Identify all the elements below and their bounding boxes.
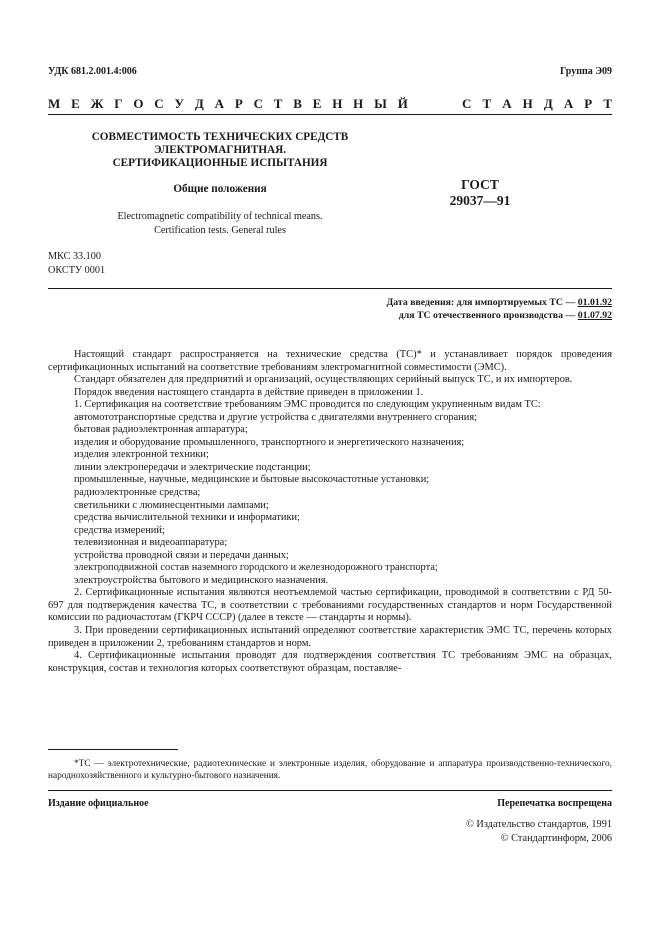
- domestic-date-value: 01.07.92: [577, 310, 612, 321]
- equipment-type-item: изделия электронной техники;: [74, 449, 209, 461]
- mks-code: МКС 33.100: [48, 251, 101, 262]
- footer-rule: [48, 790, 612, 791]
- dates-rule: [48, 288, 612, 289]
- group-code: Группа Э09: [560, 66, 612, 77]
- official-edition: Издание официальное: [48, 798, 149, 809]
- equipment-type-item: изделия и оборудование промышленного, транспортного и энергетического назначения;: [74, 436, 465, 448]
- paragraph-clause-2: 2. Сертификационные испытания являются неотъемлемой частью сертификации, проводимой в соответствии с РД 50-697 для подтверждения качества ТС, в соответствии с требованиями государственных стандартов и норм Государственной комиссии по радиочастотам (ГКРЧ СССР) (далее в тексте — стандарты и нормы).: [48, 587, 612, 624]
- paragraph-clause-3: 3. При проведении сертификационных испытаний определяют соответствие характеристик ЭМС ТС, перечень которых приведен в приложении 2, требованиям стандартов и норм.: [48, 625, 612, 649]
- equipment-type-item: радиоэлектронные средства;: [74, 487, 201, 499]
- equipment-type-item: светильники с люминесцентными лампами;: [74, 499, 269, 511]
- equipment-type-item: электроподвижной состав наземного городского и железнодорожного транспорта;: [74, 562, 438, 574]
- equipment-type-item: промышленные, научные, медицинские и бытовые высокочастотные установки;: [74, 474, 430, 486]
- equipment-type-list: [48, 412, 612, 588]
- title-subtitle: Общие положения: [173, 183, 267, 195]
- copyright-1991: © Издательство стандартов, 1991: [466, 819, 612, 830]
- domestic-date-label: для ТС отечественного производства —: [398, 310, 576, 321]
- equipment-type-item: устройства проводной связи и передачи данных;: [74, 549, 289, 561]
- title-line-2: ЭЛЕКТРОМАГНИТНАЯ.: [153, 144, 286, 156]
- body-text: [48, 349, 612, 675]
- english-title-line-2: Certification tests. General rules: [154, 225, 286, 236]
- banner-rule: [48, 114, 612, 115]
- equipment-type-item: автомототранспортные средства и другие устройства с двигателями внутреннего сгорания;: [74, 411, 477, 423]
- equipment-type-item: линии электропередачи и электрические подстанции;: [74, 461, 311, 473]
- banner-word-standard: С Т А Н Д А Р Т: [462, 96, 612, 111]
- title-line-3: СЕРТИФИКАЦИОННЫЕ ИСПЫТАНИЯ: [112, 157, 328, 169]
- reprint-prohibited: Перепечатка воспрещена: [497, 798, 612, 809]
- title-line-1: СОВМЕСТИМОСТЬ ТЕХНИЧЕСКИХ СРЕДСТВ: [91, 131, 349, 143]
- equipment-type-item: бытовая радиоэлектронная аппаратура;: [74, 424, 248, 436]
- gost-number: 29037—91: [449, 193, 511, 208]
- domestic-date-line: [399, 310, 612, 323]
- english-title-line-1: Electromagnetic compatibility of technical means.: [117, 211, 323, 222]
- paragraph-clause-4: 4. Сертификационные испытания проводят для подтверждения соответствия ТС требованиям ЭМС на образцах, конструкция, состав и технология которых соответствуют образцам, поставляе-: [48, 650, 612, 674]
- equipment-type-item: средства измерений;: [74, 524, 165, 536]
- footnote: *ТС — электротехнические, радиотехнические и электронные изделия, оборудование и аппаратура производственно-технического, народнохозяйственного и культурно-бытового назначения.: [48, 759, 612, 781]
- equipment-type-item: электроустройства бытового и медицинского назначения.: [74, 574, 329, 586]
- equipment-type-item: средства вычислительной техники и информатики;: [74, 512, 300, 524]
- udk-code: УДК 681.2.001.4:006: [48, 66, 137, 77]
- footnote-rule: [48, 749, 178, 750]
- gost-label: ГОСТ: [461, 177, 499, 192]
- copyright-2006: © Стандартинформ, 2006: [500, 833, 612, 844]
- okstu-code: ОКСТУ 0001: [48, 265, 106, 276]
- import-date-line: [387, 297, 612, 310]
- standard-banner: [48, 96, 612, 112]
- paragraph-scope: Настоящий стандарт распространяется на технические средства (ТС)* и устанавливает порядок проведения сертификационных испытаний на соответствие требованиям электромагнитной совместимости (ЭМС).: [48, 349, 612, 373]
- import-date-value: 01.01.92: [577, 297, 612, 308]
- paragraph-clause-1: 1. Сертификация на соответствие требованиям ЭМС проводится по следующим укрупненным видам ТС:: [74, 399, 541, 411]
- import-date-label: Дата введения: для импортируемых ТС —: [386, 297, 576, 308]
- paragraph-introduction: Порядок введения настоящего стандарта в действие приведен в приложении 1.: [74, 386, 424, 398]
- banner-word-interstate: М Е Ж Г О С У Д А Р С Т В Е Н Н Ы Й: [48, 96, 408, 111]
- equipment-type-item: телевизионная и видеоаппаратура;: [74, 537, 228, 549]
- paragraph-mandatory: Стандарт обязателен для предприятий и организаций, осуществляющих серийный выпуск ТС, и их импортеров.: [74, 374, 573, 386]
